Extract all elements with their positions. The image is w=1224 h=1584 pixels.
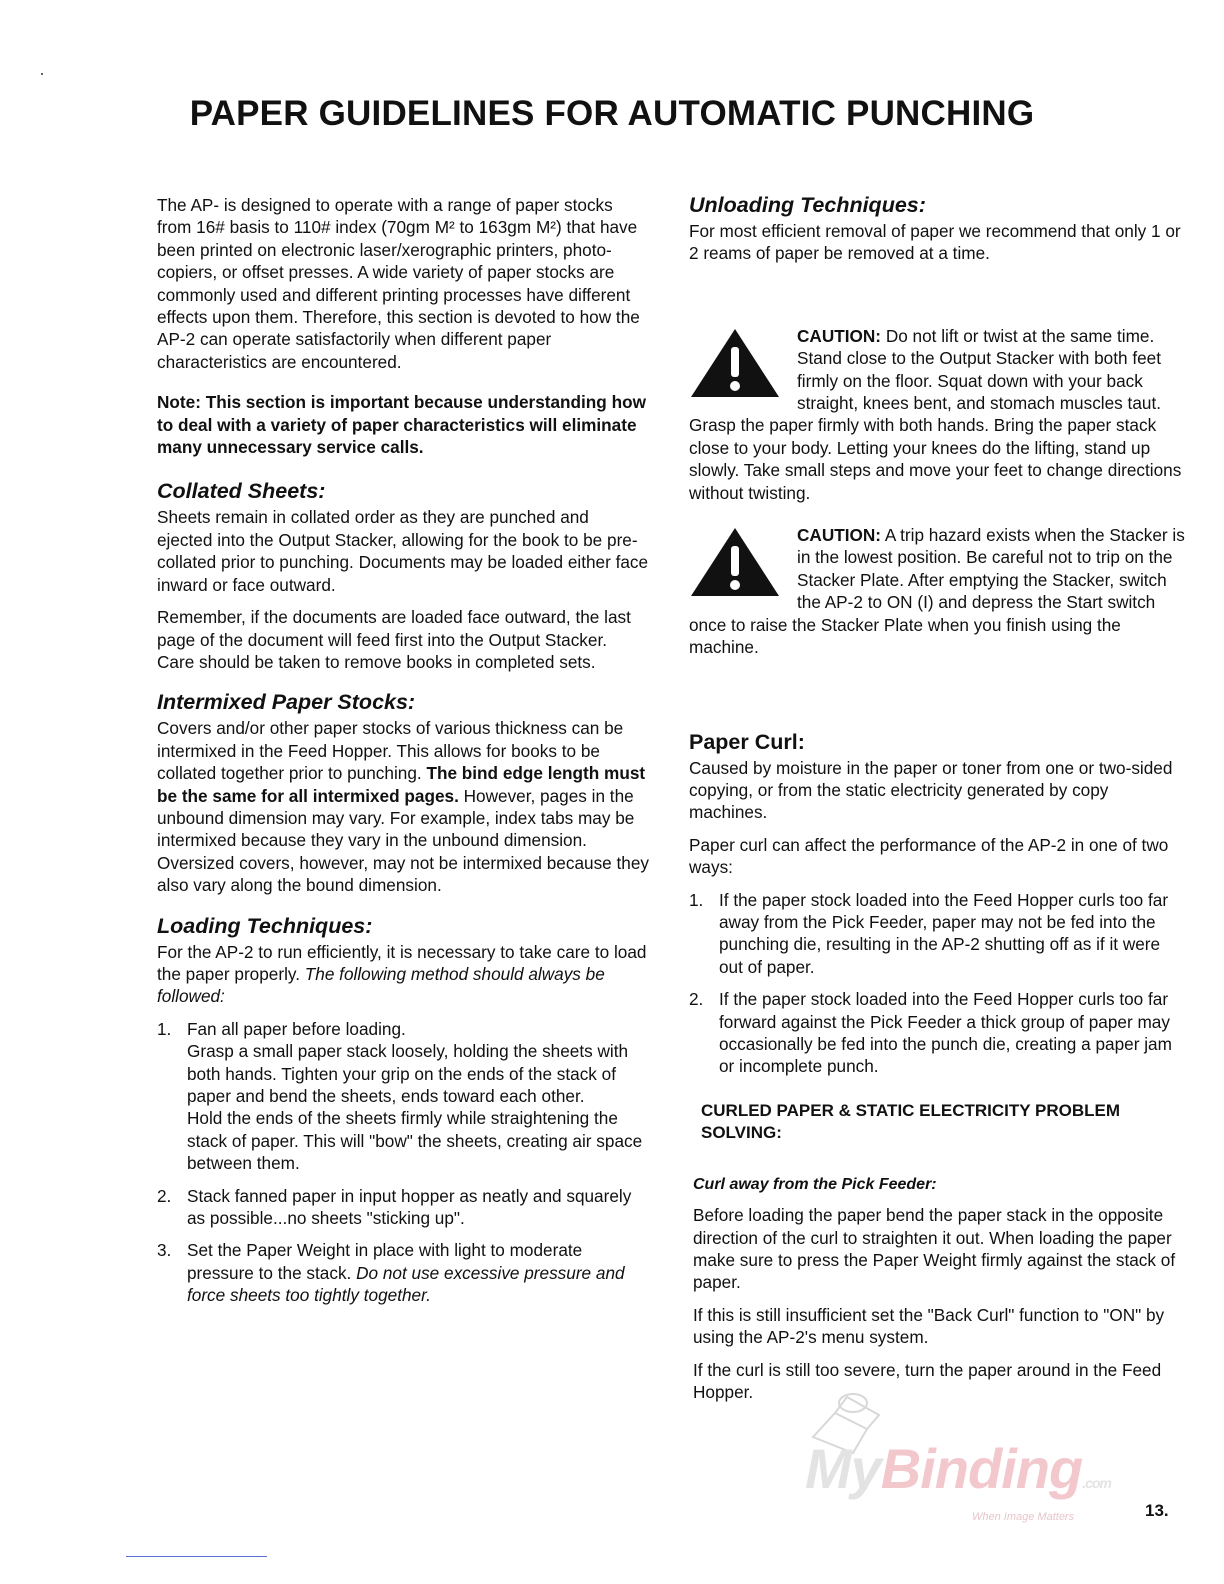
caution-block-trip	[689, 524, 1185, 658]
list-item	[157, 1185, 649, 1230]
note-paragraph: Note: This section is important because understanding how to deal with a variety of paper characteristics will eliminate many unnecessary service calls.	[157, 392, 646, 458]
loading-heading: Loading Techniques:	[157, 913, 373, 938]
collated-paragraph-1: Sheets remain in collated order as they are punched and ejected into the Output Stacker, allowing for the book to be pre-collated prior to punching. Documents may be loaded either face inward or face outward.	[157, 507, 649, 595]
intermixed-text-end: However, pages in the unbound dimension may vary. For example, index tabs may be intermixed because they vary in the unbound dimension. Oversized covers, however, may not be intermixed because they also vary along the bound dimension.	[157, 785, 649, 896]
unloading-paragraph: For most efficient removal of paper we recommend that only 1 or 2 reams of paper be removed at a time.	[689, 221, 1181, 264]
step-subtext: Grasp a small paper stack loosely, holding the sheets with both hands. Tighten your grip on the ends of the stack of paper and bend the sheets, ends toward each other.	[187, 1041, 629, 1106]
curl-paragraph-1: Caused by moisture in the paper or toner from one or two-sided copying, or from the static electricity generated by copy machines.	[689, 757, 1173, 823]
step-number: 3.	[157, 1240, 172, 1261]
watermark-suffix: .com	[1082, 1475, 1111, 1491]
watermark-brand-a: My	[805, 1437, 881, 1500]
loading-steps-list	[157, 1018, 649, 1307]
warning-triangle-icon	[689, 526, 781, 598]
step-number: 2.	[157, 1185, 172, 1206]
curl-away-paragraph-1: Before loading the paper bend the paper stack in the opposite direction of the curl to straighten it out. When loading the paper make sure to press the Paper Weight firmly against the stack of paper.	[693, 1205, 1176, 1293]
watermark-tagline: When Image Matters	[972, 1511, 1075, 1523]
warning-triangle-icon	[689, 327, 781, 399]
page-number: 13.	[1145, 1501, 1169, 1520]
caution-label: CAUTION:	[797, 325, 882, 346]
list-item	[157, 1239, 649, 1306]
step-number: 1.	[157, 1018, 172, 1039]
intermixed-text-start: Covers and/or other paper stocks of various thickness can be intermixed in the Feed Hopper. This allows for books to be collated together prior to punching.	[157, 718, 624, 784]
curl-away-paragraph-2: If this is still insufficient set the "Back Curl" function to "ON" by using the AP-2's menu system.	[693, 1304, 1165, 1348]
loading-paragraph	[157, 941, 649, 1008]
list-item	[689, 988, 1185, 1078]
curl-away-paragraph-3: If the curl is still too severe, turn the paper around in the Feed Hopper.	[693, 1359, 1162, 1403]
collated-paragraph-2: Remember, if the documents are loaded face outward, the last page of the document will feed first into the Output Stacker. Care should be taken to remove books in completed sets.	[157, 607, 631, 672]
step-text: Set the Paper Weight in place with light to moderate pressure to the stack.	[187, 1240, 583, 1283]
page-title: PAPER GUIDELINES FOR AUTOMATIC PUNCHING	[189, 94, 1035, 133]
curl-paragraph-2: Paper curl can affect the performance of the AP-2 in one of two ways:	[689, 834, 1169, 878]
step-italic-text: Do not use excessive pressure and force sheets too tightly together.	[187, 1262, 625, 1306]
collated-heading: Collated Sheets:	[157, 479, 326, 504]
item-number: 2.	[689, 989, 704, 1010]
footer-rule	[126, 1556, 267, 1557]
caution-text: A trip hazard exists when the Stacker is in the lowest position. Be careful not to trip on the Stacker Plate. After emptying the Stacker, switch the AP-2 to ON (I) and depress the Start switch once to raise the Stacker Plate when you finish using the machine.	[689, 525, 1185, 658]
intermixed-text-bold: The bind edge length must be the same for all intermixed pages.	[157, 763, 646, 806]
step-subtext: Hold the ends of the sheets firmly while straightening the stack of paper. This will "bow" the sheets, creating air space between them.	[187, 1108, 643, 1174]
caution-text: Do not lift or twist at the same time. Stand close to the Output Stacker with both feet firmly on the floor. Squat down with your back straight, knees bent, and stomach muscles taut. Grasp the paper firmly with both hands. Bring the paper stack close to your body. Letting your knees do the lifting, stand up slowly. Take small steps and move your feet to change directions without twisting.	[689, 325, 1182, 503]
watermark-brand	[805, 1436, 1111, 1501]
caution-label: CAUTION:	[797, 525, 882, 546]
watermark-brand-b: Binding	[880, 1437, 1083, 1500]
problem-solving-heading: CURLED PAPER & STATIC ELECTRICITY PROBLEM SOLVING:	[701, 1100, 1121, 1142]
step-text: Fan all paper before loading.	[187, 1018, 406, 1039]
loading-text-italic: The following method should always be followed:	[157, 963, 605, 1007]
curl-away-heading: Curl away from the Pick Feeder:	[693, 1175, 937, 1193]
scan-speck	[41, 73, 43, 75]
list-item	[157, 1018, 649, 1175]
item-text: If the paper stock loaded into the Feed Hopper curls too far away from the Pick Feeder, paper may not be fed into the punching die, resulting in the AP-2 shutting off as if it were out of paper.	[719, 889, 1169, 977]
loading-text-start: For the AP-2 to run efficiently, it is necessary to take care to load the paper properly.	[157, 941, 647, 984]
item-text: If the paper stock loaded into the Feed Hopper curls too far forward against the Pick Feeder a thick group of paper may occasionally be fed into the punch die, creating a paper jam or incomplete punch.	[719, 989, 1172, 1077]
paper-curl-heading: Paper Curl:	[689, 729, 805, 754]
intro-paragraph: The AP- is designed to operate with a range of paper stocks from 16# basis to 110# index (70gm M² to 163gm M²) that have been printed on electronic laser/xerographic printers, photo-copiers, or offset presses. A wide variety of paper stocks are commonly used and different printing processes have different effects upon them. Therefore, this section is devoted to how the AP-2 can operate satisfactorily when different paper characteristics are encountered.	[157, 195, 640, 372]
caution-block-lifting	[689, 325, 1185, 504]
left-column	[157, 194, 649, 1317]
step-text: Stack fanned paper in input hopper as neatly and squarely as possible...no sheets "sticking up".	[187, 1185, 632, 1229]
intermixed-paragraph	[157, 717, 649, 896]
list-item	[689, 889, 1185, 979]
unloading-heading: Unloading Techniques:	[689, 193, 926, 217]
curl-effects-list	[689, 889, 1185, 1078]
right-column	[689, 192, 1185, 1413]
intermixed-heading: Intermixed Paper Stocks:	[157, 690, 416, 715]
item-number: 1.	[689, 889, 704, 910]
